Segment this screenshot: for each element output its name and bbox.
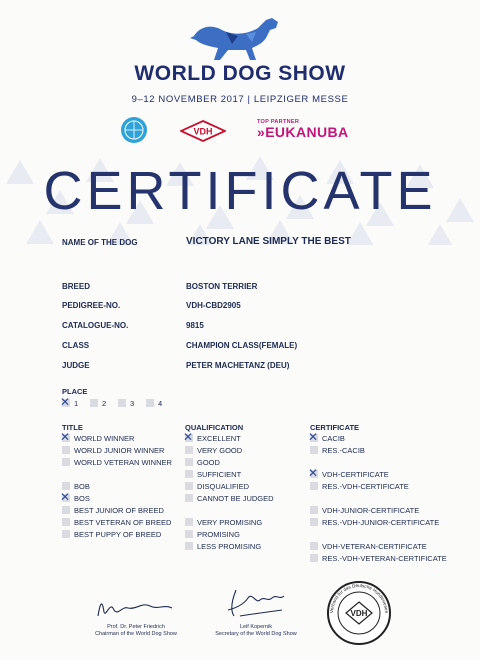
show-dates-location: 9–12 NOVEMBER 2017 | LEIPZIGER MESSE [131,94,349,105]
checkbox[interactable] [310,554,318,562]
checkbox[interactable] [60,395,71,409]
check-mark-icon: ✕ [183,430,194,444]
checkbox[interactable] [60,430,71,444]
seal-ring-text: Verband für das Deutsche Hundewesen [328,582,390,614]
option-label: BEST JUNIOR OF BREED [74,506,164,515]
checkbox[interactable] [62,458,70,466]
check-mark-icon: ✕ [60,430,71,444]
cert-option-vdh-junior[interactable] [310,506,419,515]
checkbox[interactable] [62,518,70,526]
check-mark-icon: ✕ [308,466,319,480]
title-heading: TITLE [62,423,83,432]
option-label: SUFFICIENT [197,470,242,479]
qual-option-cannot-be-judged[interactable] [185,494,274,503]
cert-option-vdh-certificate[interactable] [308,466,389,480]
checkbox[interactable] [62,530,70,538]
pedigree-value: VDH-CBD2905 [186,301,241,310]
place-heading: PLACE [62,387,88,396]
chairman-signature [92,592,176,622]
option-label: VDH-JUNIOR-CERTIFICATE [322,506,420,515]
class-value: CHAMPION CLASS(FEMALE) [186,341,298,350]
option-label: RES.-VDH-JUNIOR-CERTIFICATE [322,518,440,527]
checkbox[interactable] [146,399,154,407]
vdh-logo [180,120,226,142]
checkbox[interactable] [185,542,193,550]
chairman-caption [76,624,196,638]
checkbox[interactable] [62,446,70,454]
checkbox[interactable] [62,482,70,490]
secretary-signature [222,586,290,620]
option-label: VDH-VETERAN-CERTIFICATE [322,542,427,551]
title-option-bos[interactable] [60,490,90,504]
checkbox[interactable] [183,430,194,444]
option-label: RES.-VDH-VETERAN-CERTIFICATE [322,554,447,563]
place-option-3[interactable] [118,399,134,408]
partner-brand-name: EUKANUBA [265,124,349,140]
dog-name-value: VICTORY LANE SIMPLY THE BEST [186,236,351,247]
pedigree-label: PEDIGREE-NO. [62,301,121,310]
seal-center-text: VDH [350,609,368,618]
option-label: BEST PUPPY OF BREED [74,530,162,539]
option-label: VERY GOOD [197,446,243,455]
catalogue-label: CATALOGUE-NO. [62,321,129,330]
checkbox[interactable] [310,506,318,514]
option-label: WORLD WINNER [74,434,135,443]
option-label: BEST VETERAN OF BREED [74,518,172,527]
option-label: LESS PROMISING [197,542,262,551]
cert-option-vdh-veteran[interactable] [310,542,427,551]
judge-value: PETER MACHETANZ (DEU) [186,361,290,370]
cert-option-res-vdh-certificate[interactable] [310,482,409,491]
check-mark-icon: ✕ [308,430,319,444]
dog-name-label: NAME OF THE DOG [62,238,138,247]
checkbox[interactable] [185,458,193,466]
vdh-seal-stamp [326,580,392,646]
judge-label: JUDGE [62,361,90,370]
checkbox[interactable] [118,399,126,407]
checkbox[interactable] [185,446,193,454]
check-mark-icon: ✕ [60,490,71,504]
qual-option-sufficient[interactable] [185,470,241,479]
checkbox[interactable] [185,518,193,526]
qual-option-excellent[interactable] [183,430,241,444]
title-option-world-junior-winner[interactable] [62,446,164,455]
catalogue-value: 9815 [186,321,204,330]
place-option-label: 4 [158,399,163,408]
option-label: VDH-CERTIFICATE [322,470,389,479]
option-label: PROMISING [197,530,240,539]
chairman-name: Prof. Dr. Peter Friedrich [107,624,165,630]
certificate-title: CERTIFICATE [43,161,437,221]
top-partner-block [257,119,349,140]
qual-option-disqualified[interactable] [185,482,249,491]
show-title: WORLD DOG SHOW [134,62,346,85]
place-option-label: 1 [74,399,79,408]
checkbox[interactable] [308,466,319,480]
secretary-role: Secretary of the World Dog Show [215,631,297,637]
place-option-1[interactable] [60,395,79,409]
checkbox[interactable] [310,542,318,550]
option-label: EXCELLENT [197,434,241,443]
place-option-4[interactable] [146,399,162,408]
cert-option-cacib[interactable] [308,430,345,444]
check-mark-icon: ✕ [60,395,71,409]
qual-option-very-good[interactable] [185,446,242,455]
place-option-label: 3 [130,399,135,408]
option-label: GOOD [197,458,220,467]
option-label: DISQUALIFIED [197,482,250,491]
qual-option-less-promising[interactable] [185,542,261,551]
fci-globe-icon [120,116,148,144]
checkbox[interactable] [310,482,318,490]
breed-value: BOSTON TERRIER [186,282,258,291]
title-option-best-veteran[interactable] [62,518,171,527]
place-option-label: 2 [102,399,107,408]
option-label: WORLD JUNIOR WINNER [74,446,165,455]
qual-option-promising[interactable] [185,530,240,539]
checkbox[interactable] [185,470,193,478]
qualification-heading: QUALIFICATION [185,423,244,432]
title-option-best-puppy[interactable] [62,530,161,539]
option-label: CACIB [322,434,345,443]
option-label: RES.-CACIB [322,446,365,455]
cert-option-res-vdh-veteran[interactable] [310,554,447,563]
cert-option-res-vdh-junior[interactable] [310,518,439,527]
option-label: BOB [74,482,90,491]
checkbox[interactable] [185,530,193,538]
partner-label: TOP PARTNER [257,119,300,125]
place-option-2[interactable] [90,399,106,408]
checkbox[interactable] [60,490,71,504]
breed-label: BREED [62,282,91,291]
class-label: CLASS [62,341,90,350]
secretary-caption [196,624,316,638]
checkbox[interactable] [310,446,318,454]
title-option-best-junior[interactable] [62,506,164,515]
certificate-heading: CERTIFICATE [310,423,360,432]
qual-option-very-promising[interactable] [185,518,262,527]
title-option-world-veteran-winner[interactable] [62,458,172,467]
checkbox[interactable] [308,430,319,444]
running-dog-logo-icon [186,14,286,66]
title-option-world-winner[interactable] [60,430,135,444]
chairman-role: Chairman of the World Dog Show [95,631,177,637]
checkbox[interactable] [62,506,70,514]
checkbox[interactable] [310,518,318,526]
option-label: VERY PROMISING [197,518,263,527]
vdh-logo-text: VDH [193,126,213,137]
secretary-name: Leif Kopernik [239,624,273,630]
qual-option-good[interactable] [185,458,220,467]
option-label: WORLD VETERAN WINNER [74,458,172,467]
double-chevron-icon: » [257,124,266,140]
checkbox[interactable] [90,399,98,407]
option-label: BOS [74,494,90,503]
cert-option-res-cacib[interactable] [310,446,365,455]
partner-brand [257,124,349,140]
option-label: CANNOT BE JUDGED [197,494,274,503]
checkbox[interactable] [185,494,193,502]
checkbox[interactable] [185,482,193,490]
option-label: RES.-VDH-CERTIFICATE [322,482,409,491]
